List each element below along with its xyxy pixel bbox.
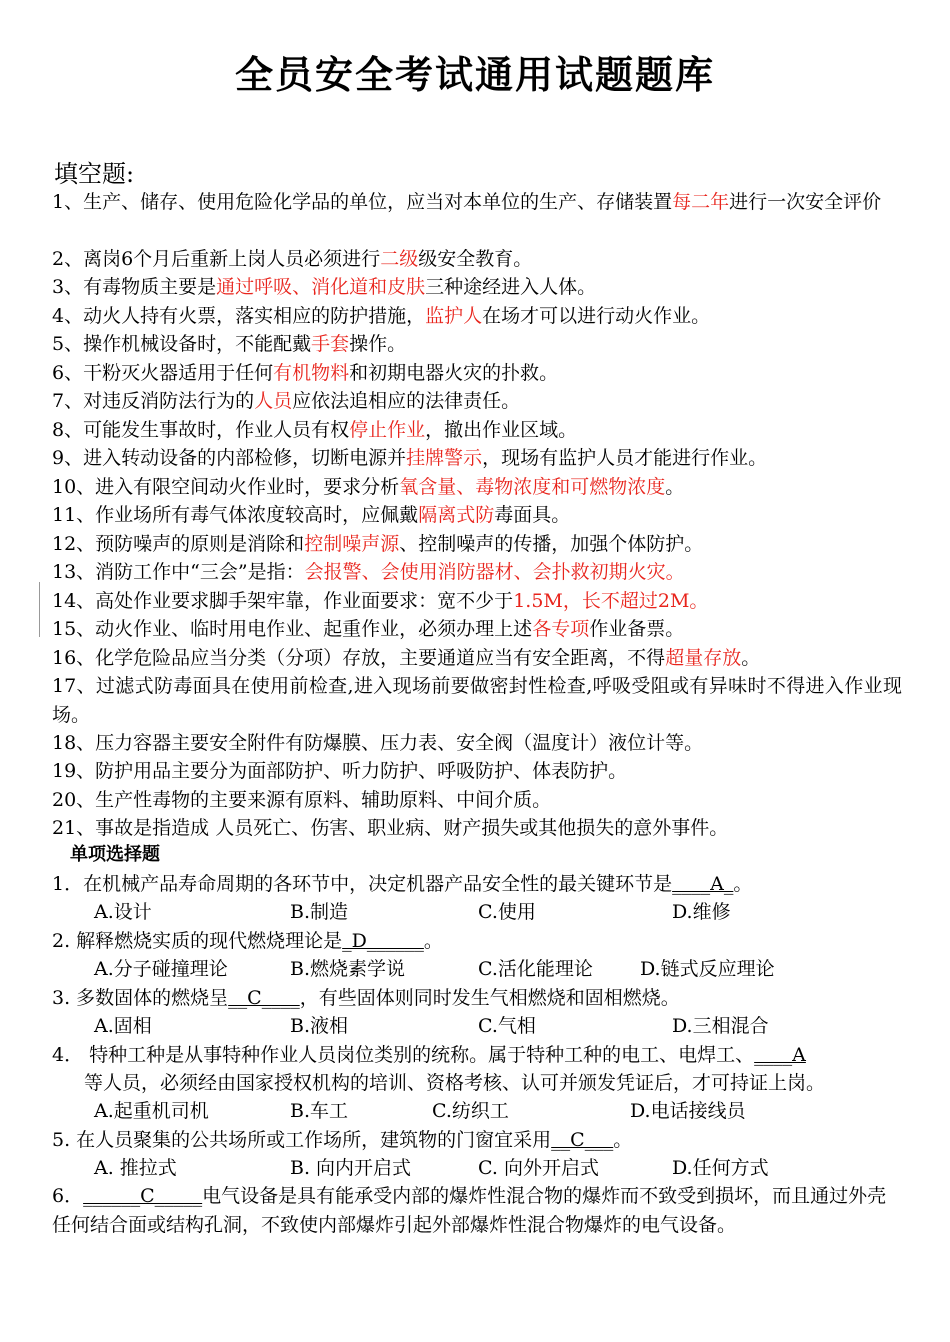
choice-option: B.液相 (290, 1015, 349, 1037)
question-text: 9、进入转动设备的内部检修，切断电源并 (52, 447, 407, 469)
choice-option: A.起重机司机 (94, 1100, 209, 1122)
fill-question (52, 273, 902, 302)
fill-question (52, 530, 902, 559)
question-text: 毒面具。 (494, 504, 571, 526)
choice-option: B.车工 (290, 1100, 349, 1122)
question-text: 6． (52, 1185, 84, 1207)
choice-option: B. 向内开启式 (290, 1157, 412, 1179)
choice-option: D.电话接线员 (630, 1100, 746, 1122)
question-text: ，现场有监护人员才能进行作业。 (482, 447, 768, 469)
question-text: 操作。 (349, 333, 407, 355)
fill-question (52, 587, 902, 616)
question-text: 在场才可以进行动火作业。 (482, 305, 711, 327)
answer-blank: ____A_ (672, 873, 734, 895)
answer-text: 手套 (311, 333, 350, 355)
fill-question (52, 786, 902, 815)
choice-question (52, 984, 902, 1013)
question-text: 三种途经进入人体。 (425, 276, 597, 298)
fill-question (52, 644, 902, 673)
choice-option: D.三相混合 (672, 1015, 769, 1037)
fill-question (52, 558, 902, 587)
question-text: 20、生产性毒物的主要来源有原料、辅助原料、中间介质。 (52, 789, 552, 811)
fill-question (52, 473, 902, 502)
answer-text: 控制噪声源 (304, 533, 400, 555)
question-text: 10、进入有限空间动火作业时，要求分析 (52, 476, 400, 498)
fill-question (52, 729, 902, 758)
question-text: 21、事故是指造成 人员死亡、伤害、职业病、财产损失或其他损失的意外事件。 (52, 817, 729, 839)
question-text: 。 (665, 476, 685, 498)
answer-text: 会报警、会使用消防器材、会扑救初期火灾。 (304, 561, 685, 583)
answer-text: 各专项 (532, 618, 590, 640)
question-text: ，撤出作业区域。 (425, 419, 578, 441)
question-text: 19、防护用品主要分为面部防护、听力防护、呼吸防护、体表防护。 (52, 760, 628, 782)
choice-option: C.活化能理论 (478, 958, 593, 980)
choice-option: A.分子碰撞理论 (94, 958, 228, 980)
choice-option: C.纺织工 (432, 1100, 509, 1122)
choice-section-label: 单项选择题 (70, 844, 160, 865)
question-text: 4、动火人持有火票，落实相应的防护措施， (52, 305, 426, 327)
choice-option: B.制造 (290, 901, 349, 923)
fill-question (52, 501, 902, 530)
question-text: 3. 多数固体的燃烧呈 (52, 987, 229, 1009)
answer-text: 停止作业 (349, 419, 426, 441)
question-text: 4． 特种工种是从事特种作业人员岗位类别的统称。属于特种工种的电工、电焊工、 (52, 1044, 755, 1066)
answer-text: 每二年 (672, 191, 730, 213)
question-text: 。 (423, 930, 443, 952)
question-text: 、控制噪声的传播，加强个体防护。 (399, 533, 704, 555)
answer-text: 监护人 (425, 305, 483, 327)
choice-question-continuation: 等人员，必须经由国家授权机构的培训、资格考核、认可并颁发凭证后，才可持证上岗。 (84, 1072, 826, 1094)
answer-blank: ______C_____ (83, 1185, 203, 1207)
question-text: 1、生产、储存、使用危险化学品的单位，应当对本单位的生产、存储装置 (52, 191, 673, 213)
choice-question (52, 1126, 902, 1155)
question-text: 级安全教育。 (418, 248, 533, 270)
fill-question (52, 245, 902, 274)
fill-question (52, 814, 902, 843)
answer-blank: ____A (754, 1044, 806, 1066)
question-text: 和初期电器火灾的扑救。 (349, 362, 559, 384)
choice-option: D.任何方式 (672, 1157, 769, 1179)
margin-mark (39, 582, 40, 637)
question-text: 5. 在人员聚集的公共场所或工作场所，建筑物的门窗宜采用 (52, 1129, 552, 1151)
answer-text: 氧含量、毒物浓度和可燃物浓度 (399, 476, 666, 498)
choice-question (52, 1041, 902, 1070)
document-title: 全员安全考试通用试题题库 (234, 53, 715, 97)
answer-text: 1.5M，长不超过2M。 (513, 590, 709, 612)
fill-question (52, 359, 902, 388)
answer-text: 超量存放 (665, 647, 742, 669)
fill-question (52, 615, 902, 644)
answer-blank: __C___ (551, 1129, 614, 1151)
fill-question (52, 444, 902, 473)
question-text: 6、干粉灭火器适用于任何 (52, 362, 274, 384)
question-text: 。 (733, 873, 753, 895)
question-text: 1．在机械产品寿命周期的各环节中，决定机器产品安全性的最关键环节是 (52, 873, 673, 895)
choice-option: A. 推拉式 (94, 1157, 177, 1179)
answer-text: 二级 (380, 248, 419, 270)
choice-option: C. 向外开启式 (478, 1157, 599, 1179)
question-text: 应依法追相应的法律责任。 (292, 390, 521, 412)
fill-question (52, 188, 902, 217)
choice-option: A.固相 (94, 1015, 152, 1037)
choice-option: D.链式反应理论 (640, 958, 775, 980)
choice-option: C.气相 (478, 1015, 536, 1037)
question-text: 7、对违反消防法行为的 (52, 390, 255, 412)
fill-question (52, 302, 902, 331)
question-text: 2. 解释燃烧实质的现代燃烧理论是 (52, 930, 343, 952)
choice-option: B.燃烧素学说 (290, 958, 406, 980)
fill-question (52, 387, 902, 416)
question-text: 5、操作机械设备时，不能配戴 (52, 333, 312, 355)
choice-question (52, 927, 902, 956)
question-text: 3、有毒物质主要是 (52, 276, 217, 298)
fill-question (52, 757, 902, 786)
answer-text: 通过呼吸、消化道和皮肤 (216, 276, 426, 298)
choice-question (52, 1182, 902, 1239)
fill-question (52, 672, 902, 729)
answer-text: 隔离式防 (418, 504, 495, 526)
fill-question (52, 416, 902, 445)
question-text: 15、动火作业、临时用电作业、起重作业，必须办理上述 (52, 618, 533, 640)
question-text: 。 (613, 1129, 633, 1151)
question-text: 8、可能发生事故时，作业人员有权 (52, 419, 350, 441)
question-text: 。 (741, 647, 761, 669)
question-text: 17、过滤式防毒面具在使用前检查,进入现场前要做密封性检查,呼吸受阻或有异味时不得进入作业现场。 (52, 675, 902, 726)
answer-blank: __C____ (228, 987, 300, 1009)
choice-question (52, 870, 902, 899)
choice-option: C.使用 (478, 901, 536, 923)
question-text: 14、高处作业要求脚手架牢靠，作业面要求：宽不少于 (52, 590, 514, 612)
answer-blank: _D______ (342, 930, 424, 952)
answer-text: 有机物料 (273, 362, 350, 384)
choice-option: A.设计 (94, 901, 152, 923)
question-text: 2、离岗6个月后重新上岗人员必须进行 (52, 248, 381, 270)
question-text: 11、作业场所有毒气体浓度较高时，应佩戴 (52, 504, 419, 526)
fill-question (52, 330, 902, 359)
answer-text: 人员 (254, 390, 293, 412)
question-text: 电气设备是具有能承受内部的爆炸性混合物的爆炸而不致受到损坏，而且通过外壳任何结合面或结构孔洞，不致使内部爆炸引起外部爆炸性混合物爆炸的电气设备。 (52, 1185, 887, 1236)
question-text: ，有些固体则同时发生气相燃烧和固相燃烧。 (299, 987, 680, 1009)
question-text: 16、化学危险品应当分类（分项）存放，主要通道应当有安全距离，不得 (52, 647, 666, 669)
answer-text: 挂牌警示 (406, 447, 483, 469)
fill-section-label: 填空题: (54, 160, 135, 188)
question-text: 进行一次安全评价 (729, 191, 882, 213)
question-text: 作业备票。 (589, 618, 685, 640)
question-text: 12、预防噪声的原则是消除和 (52, 533, 305, 555)
question-text: 13、消防工作中“三会”是指： (52, 561, 305, 583)
choice-option: D.维修 (672, 901, 731, 923)
question-text: 18、压力容器主要安全附件有防爆膜、压力表、安全阀（温度计）液位计等。 (52, 732, 704, 754)
